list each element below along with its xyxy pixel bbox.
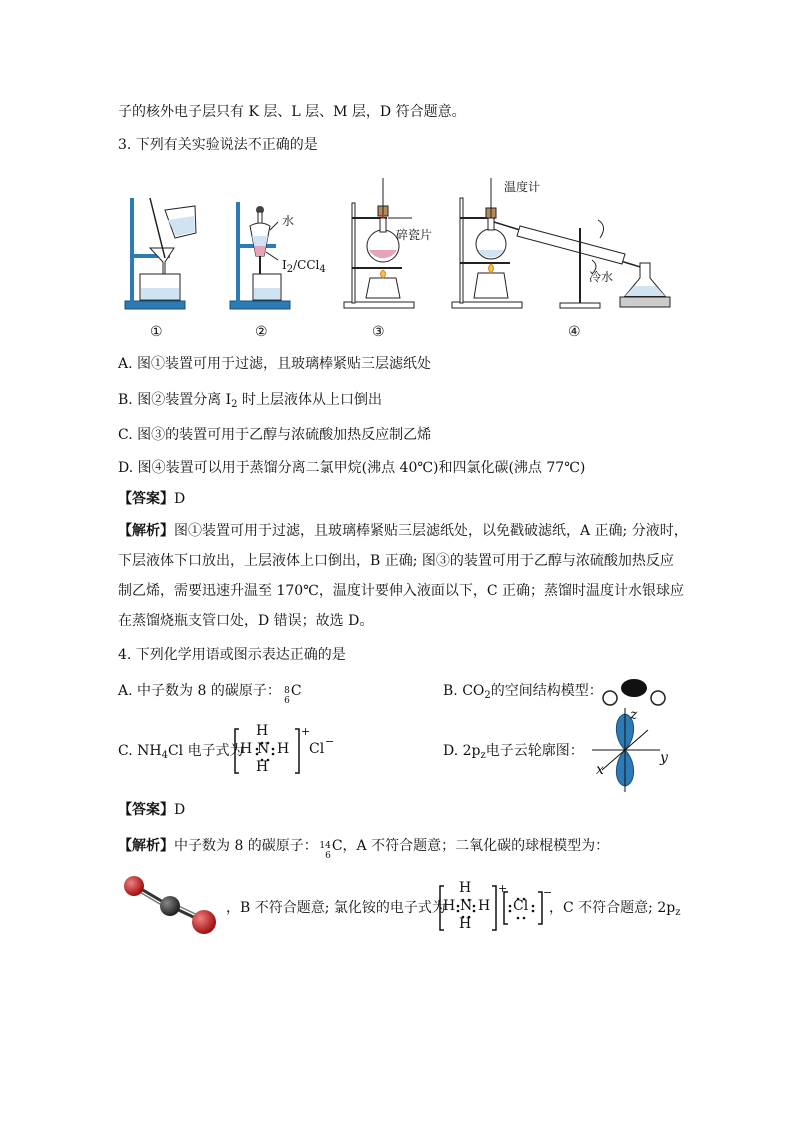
cef-h-right: H [478,898,491,914]
q4-analysis-text-1a: 中子数为 8 的碳原子： [174,838,318,854]
ef-plus-charge: + [301,725,311,738]
label-i2-ccl4 [282,258,326,275]
q3-analysis-label: 【解析】 [118,523,174,539]
question-3-stem: 3. 下列有关实验说法不正确的是 [118,137,318,153]
analysis-isotope-mass: 14 [319,841,331,851]
q4-answer-label: 【答案】 [118,802,174,818]
ef-n: N [257,741,270,757]
cef-h-bottom: H [459,916,472,932]
q4-analysis-line-2b [549,898,680,923]
axis-z-label: z [630,707,638,723]
intro-line: 子的核外电子层只有 K 层、L 层、M 层，D 符合题意。 [118,104,466,120]
cef-cl-charge: − [543,886,553,899]
q4-answer-value: D [174,802,186,818]
q4-option-b-pre: B. CO [443,683,485,699]
co2-wrong-model [600,672,670,708]
cef-h-top: H [459,880,472,896]
axis-x-label: x [596,762,604,778]
isotope-notation [281,681,291,706]
ef-cl-charge: − [325,735,335,748]
q4-analysis-text-2b: ，C 不符合题意; 2p [549,900,676,916]
q4-option-c-sub: 4 [161,750,168,761]
q4-option-a [118,681,302,706]
isotope-element: C [290,683,302,699]
ef-h-left: H [240,741,253,757]
label-ccl-sub: 4 [319,264,326,275]
q4-analysis-line-1 [118,836,610,861]
q3-analysis-line-1 [118,521,688,541]
q4-answer [118,800,185,820]
q3-analysis-text-1: 图①装置可用于过滤，且玻璃棒紧贴三层滤纸处，以免戳破滤纸，A 正确; 分液时， [174,523,688,539]
q3-analysis-line-4: 在蒸馏烧瓶支管口处，D 错误；故选 D。 [118,613,374,629]
ef-cl: Cl [309,741,325,757]
q3-analysis-line-2: 下层液体下口放出，上层液体上口倒出，B 正确; 图③的装置可用于乙醇与浓硫酸加热反应 [118,553,674,569]
q4-option-c-pre: C. NH [118,743,162,759]
question-4-stem: 4. 下列化学用语或图示表达正确的是 [118,647,346,663]
q4-option-a-text: A. 中子数为 8 的碳原子： [118,683,281,699]
q3-answer-value: D [174,491,186,507]
q4-analysis-line-2a: ，B 不符合题意; 氯化铵的电子式为 [226,900,446,916]
q3-option-a: A. 图①装置可用于过滤，且玻璃棒紧贴三层滤纸处 [118,356,432,372]
q4-analysis-sub-z: z [675,907,681,918]
co2-ball-stick-model [120,872,220,938]
distillation-apparatus [450,178,675,313]
q4-option-d-sub: z [480,750,486,761]
q4-option-c-post: Cl 电子式为 [167,743,244,759]
isotope-z: 6 [284,696,290,706]
ef-h-right: H [277,741,290,757]
q3-option-b [118,390,382,415]
axis-y-label: y [660,750,668,766]
label-i2: I [282,258,287,272]
label-chips: 碎瓷片 [396,228,433,242]
q3-analysis-line-3: 制乙烯，需要迅速升温至 170℃，温度计要伸入液面以下，C 正确；蒸馏时温度计水银球应 [118,583,684,599]
q3-answer-label: 【答案】 [118,491,174,507]
analysis-isotope-z: 6 [325,851,331,861]
2pz-orbital-diagram [588,708,663,793]
ef-h-top: H [256,723,269,739]
isotope-mass: 8 [284,686,290,696]
q4-option-c [118,741,244,766]
separatory-funnel-apparatus [228,200,308,312]
q4-option-d-pre: D. 2p [443,743,481,759]
cef-cl: Cl [513,898,529,914]
label-i2-sub: 2 [286,264,294,275]
cef-h-left: H [443,898,456,914]
q4-option-d-post: 电子云轮廓图： [485,743,584,759]
analysis-isotope-element: C [331,838,343,854]
q3-option-c: C. 图③的装置可用于乙醇与浓硫酸加热反应制乙烯 [118,427,432,443]
cef-n: N [460,898,473,914]
figure-label-3: ③ [372,324,385,340]
figure-label-1: ① [150,324,163,340]
q4-option-b-sub: 2 [484,690,491,701]
q3-option-b-pre: B. 图②装置分离 I [118,392,232,408]
q4-option-b-post: 的空间结构模型： [490,683,603,699]
label-ccl: /CCl [293,258,320,272]
filtration-apparatus [120,188,200,313]
figure-label-4: ④ [568,324,581,340]
q4-analysis-text-1b: ，A 不符合题意；二氧化碳的球棍模型为： [342,838,610,854]
q3-option-d: D. 图④装置可以用于蒸馏分离二氯甲烷(沸点 40℃)和四氯化碳(沸点 77℃) [118,460,586,476]
q3-option-b-sub: 2 [231,399,238,410]
q3-answer [118,489,185,509]
label-thermometer: 温度计 [504,180,541,194]
q4-option-b [443,681,603,706]
cef-plus-charge: + [498,882,508,895]
ethylene-prep-apparatus [342,178,422,313]
q3-option-b-post: 时上层液体从上口倒出 [237,392,382,408]
label-water: 水 [282,214,295,228]
figure-label-2: ② [255,324,268,340]
analysis-isotope [318,836,332,861]
q4-option-d [443,741,584,766]
label-cold-water: 冷水 [589,270,614,284]
ef-h-bottom: H [256,759,269,775]
q4-analysis-label: 【解析】 [118,838,174,854]
